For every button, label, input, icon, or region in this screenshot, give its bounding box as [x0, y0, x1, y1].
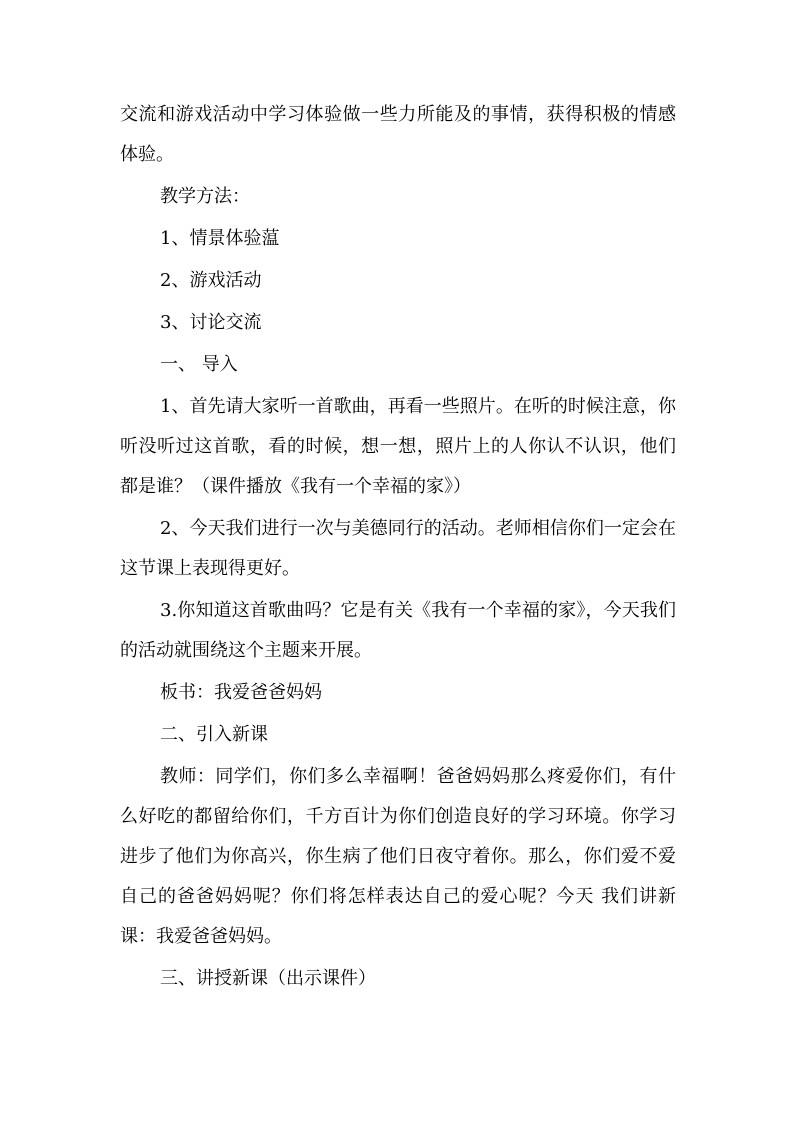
paragraph-continuation: 交流和游戏活动中学习体验做一些力所能及的事情，获得积极的情感体验。 — [120, 104, 676, 165]
paragraph-intro-step-1: 1、首先请大家听一首歌曲，再看一些照片。在听的时候注意，你听没听过这首歌，看的时候，想一想，照片上的人你认不认识，他们都是谁？（课件播放《我有一个幸福的家》） — [120, 396, 676, 497]
paragraph-intro-step-2: 2、今天我们进行一次与美德同行的活动。老师相信你们一定会在这节课上表现得更好。 — [120, 518, 676, 579]
paragraph-teaching-methods-heading: 教学方法： — [160, 186, 250, 207]
paragraph-method-3: 3、讨论交流 — [160, 312, 262, 333]
paragraph-board-writing: 板书：我爱爸爸妈妈 — [160, 682, 322, 703]
paragraph-section-3-heading: 三、讲授新课（出示课件） — [160, 968, 376, 989]
paragraph-method-2: 2、游戏活动 — [160, 270, 262, 291]
document-page — [120, 95, 676, 999]
paragraph-method-1: 1、情景体验蕰 — [160, 228, 280, 249]
paragraph-intro-step-3: 3.你知道这首歌曲吗？它是有关《我有一个幸福的家》，今天我们的活动就围绕这个主题来开展。 — [120, 600, 676, 661]
paragraph-teacher-speech: 教师：同学们，你们多么幸福啊！爸爸妈妈那么疼爱你们，有什么好吃的都留给你们，千方百计为你们创造良好的学习环境。你学习进步了他们为你高兴，你生病了他们日夜守着你。那么，你们爱不爱自己的爸爸妈妈呢？你们将怎样表达自己的爱心呢？今天 我们讲新课：我爱爸爸妈妈。 — [120, 766, 676, 947]
paragraph-section-2-heading: 二、引入新课 — [160, 724, 268, 745]
paragraph-section-1-heading: 一、 导入 — [160, 354, 238, 375]
